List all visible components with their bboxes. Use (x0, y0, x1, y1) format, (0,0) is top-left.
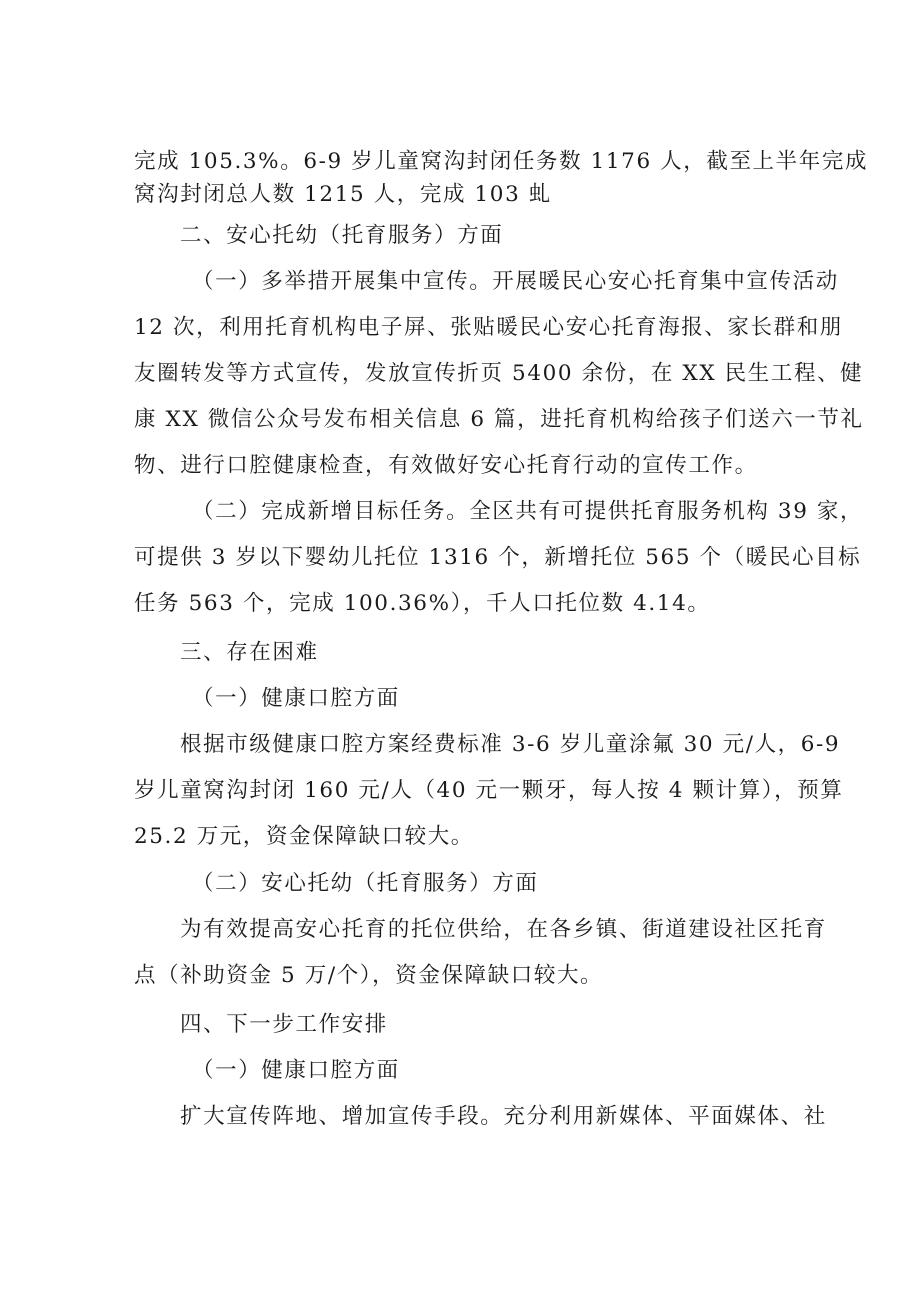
body-text-line: （一）多举措开展集中宣传。开展暖民心安心托育集中宣传活动 (192, 269, 839, 294)
body-text-line: 完成 105.3%。6-9 岁儿童窝沟封闭任务数 1176 人，截至上半年完成 (134, 149, 869, 174)
body-text-line: 12 次，利用托育机构电子屏、张贴暖民心安心托育海报、家长群和朋 (134, 315, 843, 340)
subsection-heading: （一）健康口腔方面 (192, 686, 400, 711)
body-text-line: 可提供 3 岁以下婴幼儿托位 1316 个，新增托位 565 个（暖民心目标 (134, 545, 862, 570)
section-heading: 三、存在困难 (180, 640, 319, 665)
section-heading: 四、下一步工作安排 (180, 1012, 388, 1037)
body-text-line: 友圈转发等方式宣传，发放宣传折页 5400 余份，在 XX 民生工程、健 (134, 361, 864, 386)
body-text-line: 康 XX 微信公众号发布相关信息 6 篇，进托育机构给孩子们送六一节礼 (134, 407, 864, 432)
body-text-line: 25.2 万元，资金保障缺口较大。 (134, 824, 474, 849)
subsection-heading: （二）安心托幼（托育服务）方面 (192, 871, 539, 896)
body-text-line: 物、进行口腔健康检查，有效做好安心托育行动的宣传工作。 (134, 453, 758, 478)
body-text-line: 岁儿童窝沟封闭 160 元/人（40 元一颗牙，每人按 4 颗计算），预算 (134, 778, 844, 803)
body-text-line: 点（补助资金 5 万/个），资金保障缺口较大。 (134, 963, 604, 988)
subsection-heading: （一）健康口腔方面 (192, 1058, 400, 1083)
body-text-line: 窝沟封闭总人数 1215 人，完成 103 虬 (134, 182, 552, 207)
section-heading: 二、安心托幼（托育服务）方面 (180, 223, 504, 248)
body-text-line: 为有效提高安心托育的托位供给，在各乡镇、街道建设社区托育 (180, 917, 827, 942)
body-text-line: 任务 563 个，完成 100.36%），千人口托位数 4.14。 (134, 591, 711, 616)
body-text-line: （二）完成新增目标任务。全区共有可提供托育服务机构 39 家， (192, 499, 864, 524)
body-text-line: 根据市级健康口腔方案经费标准 3-6 岁儿童涂氟 30 元/人，6-9 (180, 732, 841, 757)
body-text-line: 扩大宣传阵地、增加宣传手段。充分利用新媒体、平面媒体、社 (180, 1104, 827, 1129)
